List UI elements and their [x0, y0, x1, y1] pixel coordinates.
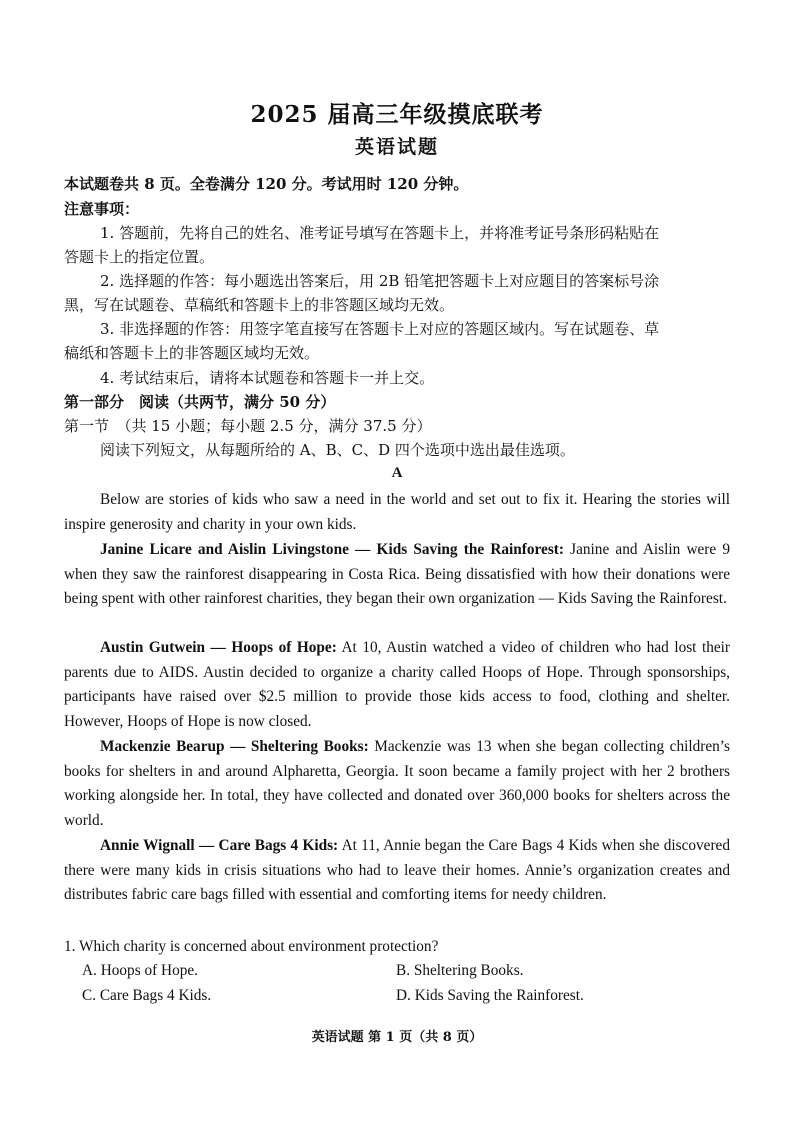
question-1-option-a: A. Hoops of Hope. [82, 962, 198, 979]
notice-line-3: 3. 非选择题的作答：用签字笔直接写在答题卡上对应的答题区域内。写在试题卷、草 [100, 320, 660, 338]
story-1-text: Janine and Aislin were 9 when they saw the rainforest disappearing in Costa Rica. Being dissatisfied with how their donations were being spent with other rainforest charities, they began their own organization — Kids Saving the Rainforest. [64, 541, 730, 608]
story-1-heading: Janine Licare and Aislin Livingstone — Kids Saving the Rainforest: [100, 541, 564, 558]
page-footer: 英语试题 第 1 页（共 8 页） [311, 1030, 483, 1045]
directions: 阅读下列短文，从每题所给的 A、B、C、D 四个选项中选出最佳选项。 [100, 441, 575, 459]
notice-heading: 注意事项： [64, 200, 140, 218]
passage-intro: Below are stories of kids who saw a need in the world and set out to fix it. Hearing the stories will inspire generosity and charity in your own kids. [64, 491, 730, 533]
section-heading: 第一节 （共 15 小题；每小题 2.5 分，满分 37.5 分） [64, 417, 432, 435]
notice-line-1: 1. 答题前，先将自己的姓名、准考证号填写在答题卡上，并将准考证号条形码粘贴在 [100, 224, 660, 242]
story-3 [64, 735, 730, 833]
notice-line-1-cont: 答题卡上的指定位置。 [64, 248, 215, 266]
notice-line-2: 2. 选择题的作答：每小题选出答案后，用 2B 铅笔把答题卡上对应题目的答案标号涂 [100, 272, 660, 290]
story-3-heading: Mackenzie Bearup — Sheltering Books: [100, 738, 369, 755]
story-4-heading: Annie Wignall — Care Bags 4 Kids: [100, 837, 339, 854]
story-4-text: At 11, Annie began the Care Bags 4 Kids when she discovered there were many kids in crisis situations who had to leave their homes. Annie’s organization creates and distributes fabric care bags filled with essential and comforting items for needy children. [64, 837, 730, 904]
question-1-option-d: D. Kids Saving the Rainforest. [396, 987, 584, 1004]
story-3-text: Mackenzie was 13 when she began collecting children’s books for shelters in and around Alpharetta, Georgia. It soon became a family project with her 2 brothers working alongside her. In total, they have collected and donated over 360,000 books for shelters across the world. [64, 738, 730, 829]
question-1-option-c: C. Care Bags 4 Kids. [82, 987, 212, 1004]
exam-subject: 英语试题 [354, 136, 439, 158]
question-1-option-b: B. Sheltering Books. [396, 962, 524, 979]
question-1-stem: 1. Which charity is concerned about environment protection? [64, 938, 439, 955]
story-4 [64, 834, 730, 908]
exam-title: 2025 届高三年级摸底联考 [250, 101, 544, 128]
story-2-heading: Austin Gutwein — Hoops of Hope: [100, 639, 337, 656]
passage-label: A [391, 465, 403, 481]
story-1 [64, 538, 730, 612]
notice-line-4: 4. 考试结束后，请将本试题卷和答题卡一并上交。 [100, 369, 435, 387]
notice-line-3-cont: 稿纸和答题卡上的非答题区域均无效。 [64, 344, 320, 362]
exam-summary: 本试题卷共 8 页。全卷满分 120 分。考试用时 120 分钟。 [64, 175, 469, 193]
part-heading: 第一部分 阅读（共两节，满分 50 分） [64, 393, 336, 411]
story-2-text: At 10, Austin watched a video of children who had lost their parents due to AIDS. Austin decided to organize a charity called Hoops of Hope. Through sponsorships, participants have raised over $2.5 million to provide those kids access to food, clothing and shelter. However, Hoops of Hope is now closed. [64, 639, 730, 730]
notice-line-2-cont: 黑，写在试题卷、草稿纸和答题卡上的非答题区域均无效。 [64, 296, 455, 314]
story-2 [64, 636, 730, 734]
